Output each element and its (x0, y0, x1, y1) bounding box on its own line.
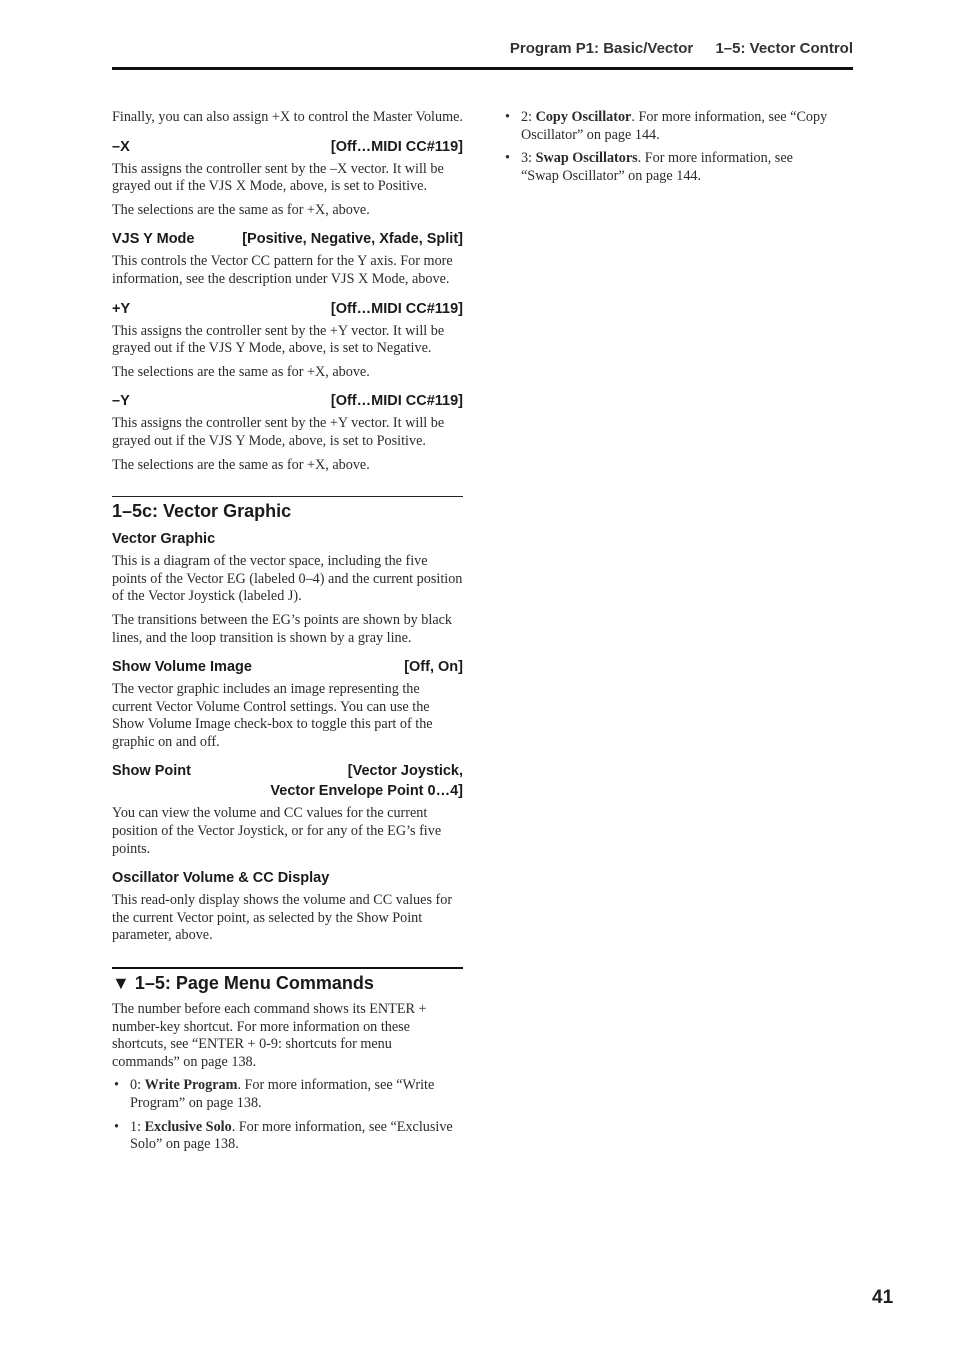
param-desc: This read-only display shows the volume and CC values for the current Vector point, as selected by the Show Point parameter, above. (112, 892, 453, 944)
param-range: [Off…MIDI CC#119] (330, 393, 463, 410)
right-column (503, 109, 833, 191)
header-page: 1–5: Vector Control (715, 40, 853, 57)
command-name: Write Program (144, 1077, 238, 1094)
subhead-vector-graphic: Vector Graphic (112, 531, 216, 548)
left-column (112, 109, 463, 1160)
param-show-volume-image (112, 657, 463, 677)
list-item (503, 150, 833, 185)
command-name: Exclusive Solo (144, 1118, 232, 1135)
command-name: Copy Oscillator (535, 109, 632, 125)
param-range: [Off, On] (404, 659, 463, 676)
subhead-osc-display: Oscillator Volume & CC Display (112, 870, 330, 887)
param-minus-y (112, 391, 463, 411)
list-item (112, 1119, 463, 1154)
param-desc: This is a diagram of the vector space, including the five points of the Vector EG (labeled 0–4) and the current position of the Vector Joystick (labeled J). (112, 553, 463, 605)
param-range-line: Vector Envelope Point 0…4] (270, 783, 463, 800)
param-range (270, 761, 463, 801)
command-number: 3: (521, 150, 536, 167)
section-heading-menu-commands: ▼ 1–5: Page Menu Commands (112, 967, 463, 995)
command-list (112, 1077, 463, 1153)
param-desc: The selections are the same as for +X, above. (112, 456, 370, 473)
command-text: . For more information, see “Exclusive Solo” on page 138. (130, 1118, 453, 1153)
param-name: Show Volume Image (112, 659, 252, 676)
param-plus-y (112, 299, 463, 319)
command-number: 2: (521, 109, 536, 125)
param-range: [Positive, Negative, Xfade, Split] (242, 231, 463, 248)
command-text: . For more information, see “Write Program” on page 138. (130, 1077, 435, 1111)
param-range: [Off…MIDI CC#119] (330, 300, 463, 317)
param-name: Show Point (112, 763, 191, 780)
param-name: VJS Y Mode (112, 231, 195, 248)
param-desc: This controls the Vector CC pattern for the Y axis. For more information, see the description under VJS X Mode, above. (112, 253, 453, 287)
param-vjs-y-mode (112, 229, 463, 249)
command-text: . For more information, see “Swap Oscillator” on page 144. (521, 150, 793, 184)
param-name: –X (112, 138, 130, 155)
command-name: Swap Oscillators (535, 150, 638, 167)
param-range-line: [Vector Joystick, (347, 763, 463, 780)
param-desc: The selections are the same as for +X, above. (112, 363, 370, 380)
param-desc: The vector graphic includes an image representing the current Vector Volume Control settings. You can use the Show Volume Image check-box to toggle this part of the graphic on and off. (112, 681, 433, 750)
param-name: –Y (112, 393, 130, 410)
param-range: [Off…MIDI CC#119] (330, 138, 463, 155)
intro-paragraph: Finally, you can also assign +X to control the Master Volume. (112, 109, 463, 125)
section-heading-vector-graphic: 1–5c: Vector Graphic (112, 496, 463, 523)
param-desc: The selections are the same as for +X, above. (112, 201, 370, 218)
command-list (503, 109, 833, 185)
list-item (112, 1077, 463, 1112)
param-minus-x (112, 137, 463, 157)
param-show-point (112, 761, 463, 801)
command-text: . For more information, see “Copy Oscillator” on page 144. (521, 109, 828, 143)
param-desc: This assigns the controller sent by the +Y vector. It will be grayed out if the VJS Y Mode, above, is set to Positive. (112, 415, 445, 449)
param-desc: You can view the volume and CC values for the current position of the Vector Joystick, or for any of the EG’s five points. (112, 805, 442, 857)
param-desc: This assigns the controller sent by the +Y vector. It will be grayed out if the VJS Y Mode, above, is set to Negative. (112, 322, 445, 357)
command-number: 1: (130, 1118, 145, 1135)
param-name: +Y (112, 300, 131, 317)
param-desc: This assigns the controller sent by the –X vector. It will be grayed out if the VJS X Mode, above, is set to Positive. (112, 160, 444, 195)
list-item (503, 109, 833, 144)
running-header (112, 40, 853, 70)
menu-intro: The number before each command shows its ENTER + number-key shortcut. For more information on these shortcuts, see “ENTER + 0-9: shortcuts for menu commands” on page 138. (112, 1001, 427, 1070)
param-desc: The transitions between the EG’s points are shown by black lines, and the loop transition is shown by a gray line. (112, 611, 453, 646)
page-number: 41 (872, 1287, 894, 1308)
header-section: Program P1: Basic/Vector (509, 40, 694, 57)
command-number: 0: (130, 1077, 145, 1094)
